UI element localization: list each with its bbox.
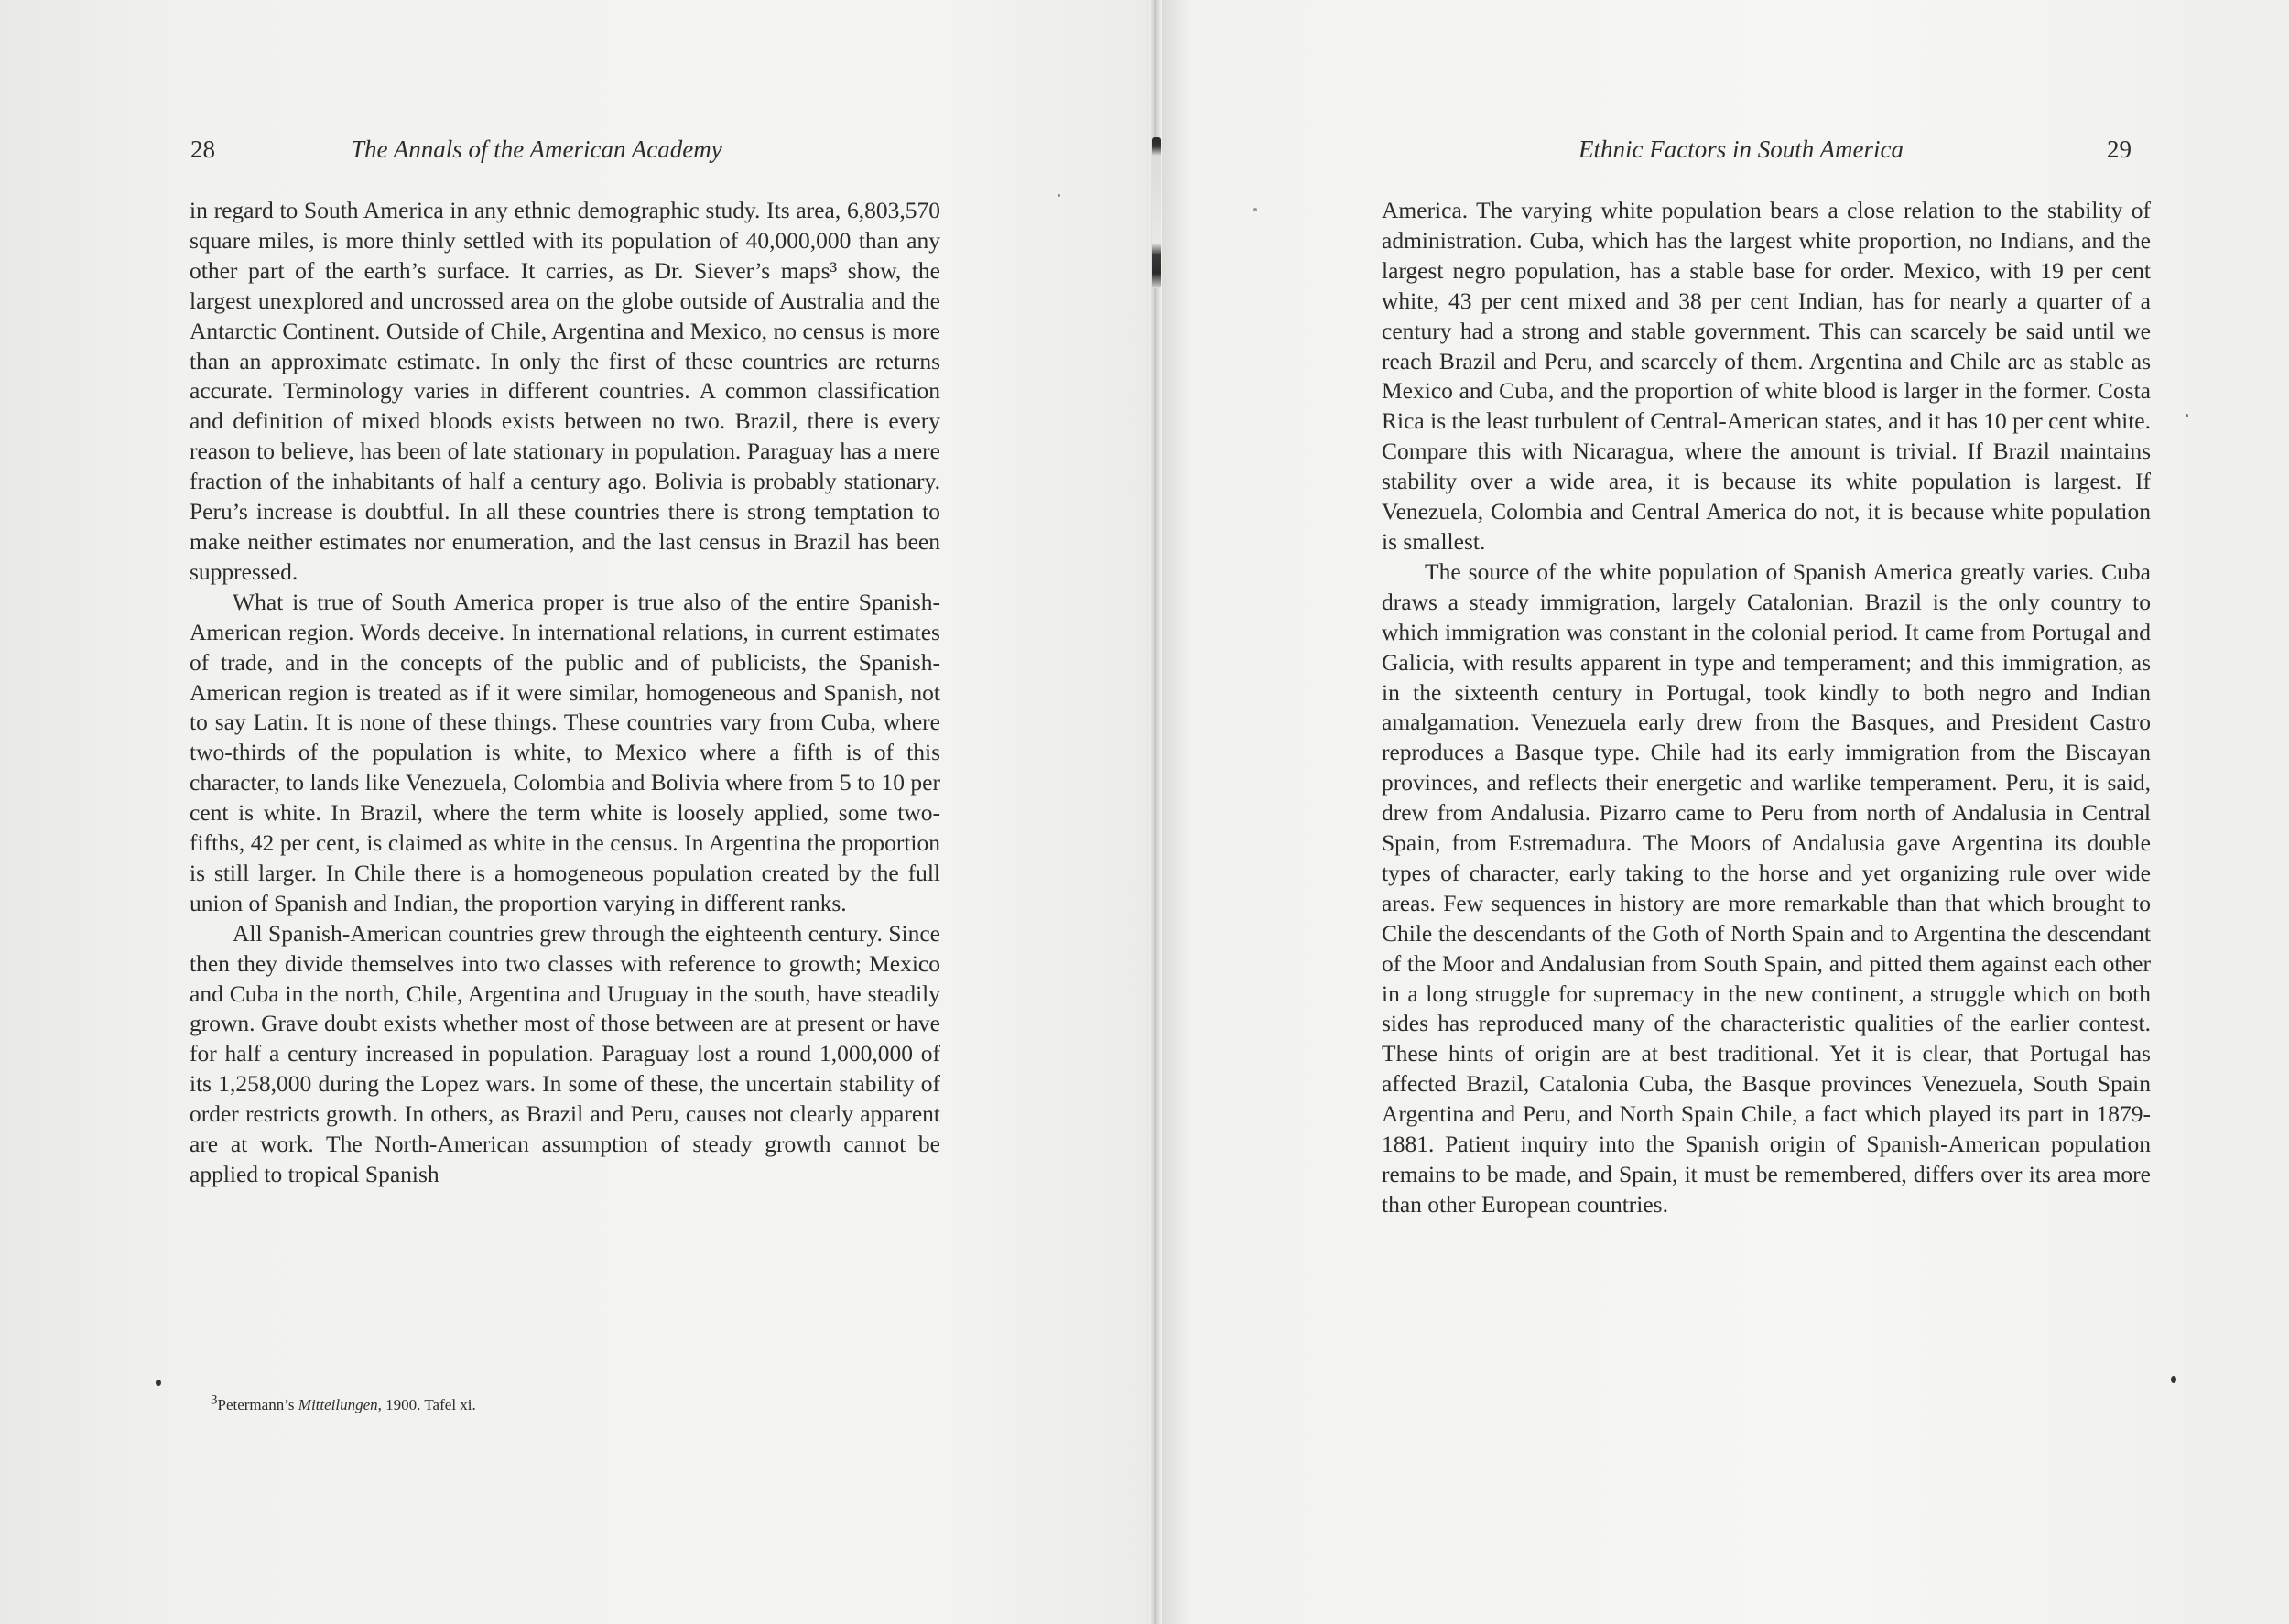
ink-speck bbox=[1058, 194, 1060, 197]
footnote-marker: 3 bbox=[211, 1392, 218, 1408]
left-page-number: 28 bbox=[190, 135, 215, 163]
ink-speck bbox=[2186, 414, 2188, 417]
right-page-number: 29 bbox=[2107, 135, 2132, 163]
footnote-title: Mitteilungen bbox=[298, 1396, 378, 1413]
ink-speck bbox=[2171, 1376, 2176, 1383]
footnote-rest: , 1900. Tafel xi. bbox=[377, 1396, 476, 1413]
right-paragraph-2: The source of the white population of Spanish America greatly varies. Cuba draws a steady immigration, largely Catalonian. Brazil is the only country to which immigration was constant in the colonial period. It came from Portugal and Galicia, with results apparent in type and temperament; and this immigration, as in the sixteenth century in Portugal, took kindly to both negro and Indian amalgamation. Venezuela early drew from the Basques, and President Castro reproduces a Basque type. Chile had its early immigration from the Biscayan provinces, and reflects their energetic and warlike temperament. Peru, it is said, drew from Andalusia. Pizarro came to Peru from north of Andalusia in Central Spain, from Estremadura. The Moors of Andalusia gave Argentina its double types of character, early taking to the horse and yet organizing rule over wide areas. Few sequences in history are more remarkable than that which brought to Chile the descendants of the Goth of North Spain and to Argentina the descendant of the Moor and Andalusian from South Spain, and pitted them against each other in a long struggle for supremacy in the new continent, a struggle which on both sides has reproduced many of the characteristic qualities of the earlier contest. These hints of origin are at best traditional. Yet it is clear, that Portugal has affected Brazil, Catalonia Cuba, the Basque provinces Venezuela, South Spain Argentina and Peru, and North Spain Chile, a fact which played its part in 1879-1881. Patient inquiry into the Spanish origin of Spanish-American population remains to be made, and Spain, it must be remembered, differs over its area more than other European countries. bbox=[1382, 558, 2151, 1218]
left-paragraph-1: in regard to South America in any ethnic demographic study. Its area, 6,803,570 square miles, is more thinly settled with its population of 40,000,000 than any other part of the earth’s surface. It carries, as Dr. Siever’s maps³ show, the largest unexplored and uncrossed area on the globe outside of Australia and the Antarctic Continent. Outside of Chile, Argentina and Mexico, no census is more than an approximate estimate. In only the first of these countries are returns accurate. Terminology varies in different countries. A common classification and definition of mixed bloods exists between no two. Brazil, there is every reason to believe, has been of late stationary in population. Paraguay has a mere fraction of the inhabitants of half a century ago. Bolivia is probably stationary. Peru’s increase is doubtful. In all these countries there is strong temptation to make neither estimates nor enumeration, and the last census in Brazil has been suppressed. bbox=[190, 197, 940, 585]
footnote-source: Petermann’s bbox=[217, 1396, 298, 1413]
ink-speck bbox=[156, 1380, 161, 1386]
binding-damage bbox=[1152, 137, 1161, 288]
left-paragraph-3: All Spanish-American countries grew through the eighteenth century. Since then they divide themselves into two classes with reference to growth; Mexico and Cuba in the north, Chile, Argentina and Uruguay in the south, have steadily grown. Grave doubt exists whether most of those between are at present or have for half a century increased in population. Paraguay lost a round 1,000,000 of its 1,258,000 during the Lopez wars. In some of these, the uncertain stability of order restricts growth. In others, as Brazil and Peru, causes not clearly apparent are at work. The North-American assumption of steady growth cannot be applied to tropical Spanish bbox=[190, 919, 940, 1187]
left-running-title: The Annals of the American Academy bbox=[351, 135, 722, 163]
left-paragraph-2: What is true of South America proper is true also of the entire Spanish-American region. Words deceive. In international relations, in current estimates of trade, and in the concepts of the public and of publicists, the Spanish-American region is treated as if it were similar, homogeneous and Spanish, not to say Latin. It is none of these things. These countries vary from Cuba, where two-thirds of the population is white, to Mexico where a fifth is of this character, to lands like Venezuela, Colombia and Bolivia where from 5 to 10 per cent is white. In Brazil, where the term white is loosely applied, some two-fifths, 42 per cent, is claimed as white in the census. In Argentina the proportion is still larger. In Chile there is a homogeneous population created by the full union of Spanish and Indian, the proportion varying in different ranks. bbox=[190, 588, 940, 916]
right-running-title: Ethnic Factors in South America bbox=[1578, 135, 1904, 163]
ink-speck bbox=[1253, 208, 1257, 211]
right-paragraph-1: America. The varying white population bears a close relation to the stability of administration. Cuba, which has the largest white proportion, no Indians, and the largest negro population, has a stable base for order. Mexico, with 19 per cent white, 43 per cent mixed and 38 per cent Indian, has for nearly a quarter of a century had a strong and stable government. This can scarcely be said until we reach Brazil and Peru, and scarcely of them. Argentina and Chile are as stable as Mexico and Cuba, and the proportion of white blood is larger in the former. Costa Rica is the least turbulent of Central-American states, and it has 10 per cent white. Compare this with Nicaragua, where the amount is trivial. If Brazil maintains stability over a wide area, it is because its white population is largest. If Venezuela, Colombia and Central America do not, it is because white population is smallest. bbox=[1382, 197, 2151, 555]
right-page bbox=[1162, 0, 2289, 1624]
right-body-text bbox=[1382, 196, 2151, 1220]
footnote bbox=[211, 1392, 476, 1414]
left-body-text bbox=[190, 196, 940, 1190]
